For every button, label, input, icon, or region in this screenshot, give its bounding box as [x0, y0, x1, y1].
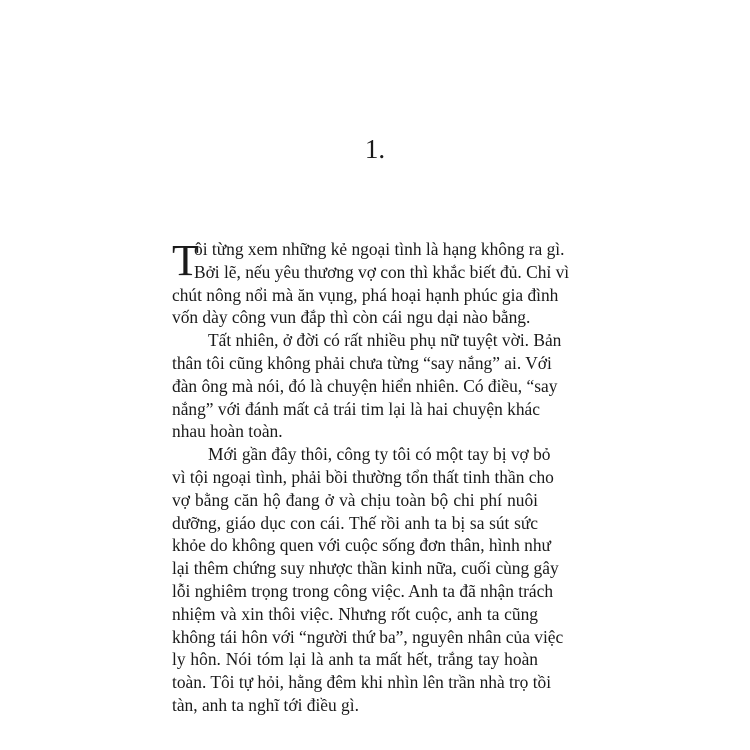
text-line: tàn, anh ta nghĩ tới điều gì.	[172, 694, 359, 715]
text-line: không tái hôn với “người thứ ba”, nguyên nhân của việc	[172, 626, 564, 647]
text-line: vốn dày công vun đắp thì còn cái ngu dại nào bằng.	[172, 307, 531, 328]
text-line: toàn. Tôi tự hỏi, hằng đêm khi nhìn lên trần nhà trọ tồi	[172, 672, 552, 693]
paragraph-2	[172, 329, 562, 443]
text-line: đàn ông mà nói, đó là chuyện hiển nhiên. Có điều, “say	[172, 375, 558, 396]
text-line: lại thêm chứng suy nhược thần kinh nữa, cuối cùng gây	[172, 558, 559, 579]
text-line: ly hôn. Nói tóm lại là anh ta mất hết, trắng tay hoàn	[172, 649, 538, 670]
text-line: lỗi nghiêm trọng trong công việc. Anh ta đã nhận trách	[172, 580, 554, 601]
chapter-body	[172, 236, 570, 717]
text-line: dưỡng, giáo dục con cái. Thế rồi anh ta bị sa sút sức	[172, 512, 538, 533]
text-line: nắng” với đánh mất cả trái tim lại là hai chuyện khác	[172, 398, 540, 419]
chapter-heading: 1.	[364, 134, 386, 164]
text-line: Bởi lẽ, nếu yêu thương vợ con thì khắc biết đủ. Chỉ vì	[194, 261, 570, 282]
text-line: vợ bằng căn hộ đang ở và chịu toàn bộ chi phí nuôi	[172, 489, 538, 510]
paragraph-1	[172, 236, 570, 329]
text-line: nhiệm và xin thôi việc. Nhưng rốt cuộc, anh ta cũng	[172, 603, 538, 624]
text-line: Mới gần đây thôi, công ty tôi có một tay bị vợ bỏ	[208, 444, 551, 465]
text-line: vì tội ngoại tình, phải bồi thường tổn thất tinh thần cho	[172, 466, 554, 487]
text-line: chút nông nổi mà ăn vụng, phá hoại hạnh phúc gia đình	[172, 284, 559, 305]
text-line: khỏe do không quen với cuộc sống đơn thân, hình như	[172, 535, 551, 556]
paragraph-3	[172, 443, 564, 717]
text-line: Tất nhiên, ở đời có rất nhiều phụ nữ tuyệt vời. Bản	[208, 330, 562, 351]
drop-cap: T	[172, 236, 199, 285]
text-line: ôi từng xem những kẻ ngoại tình là hạng không ra gì.	[194, 239, 565, 259]
text-line: thân tôi cũng không phải chưa từng “say nắng” ai. Với	[172, 352, 552, 373]
text-line: nhau hoàn toàn.	[172, 421, 283, 442]
